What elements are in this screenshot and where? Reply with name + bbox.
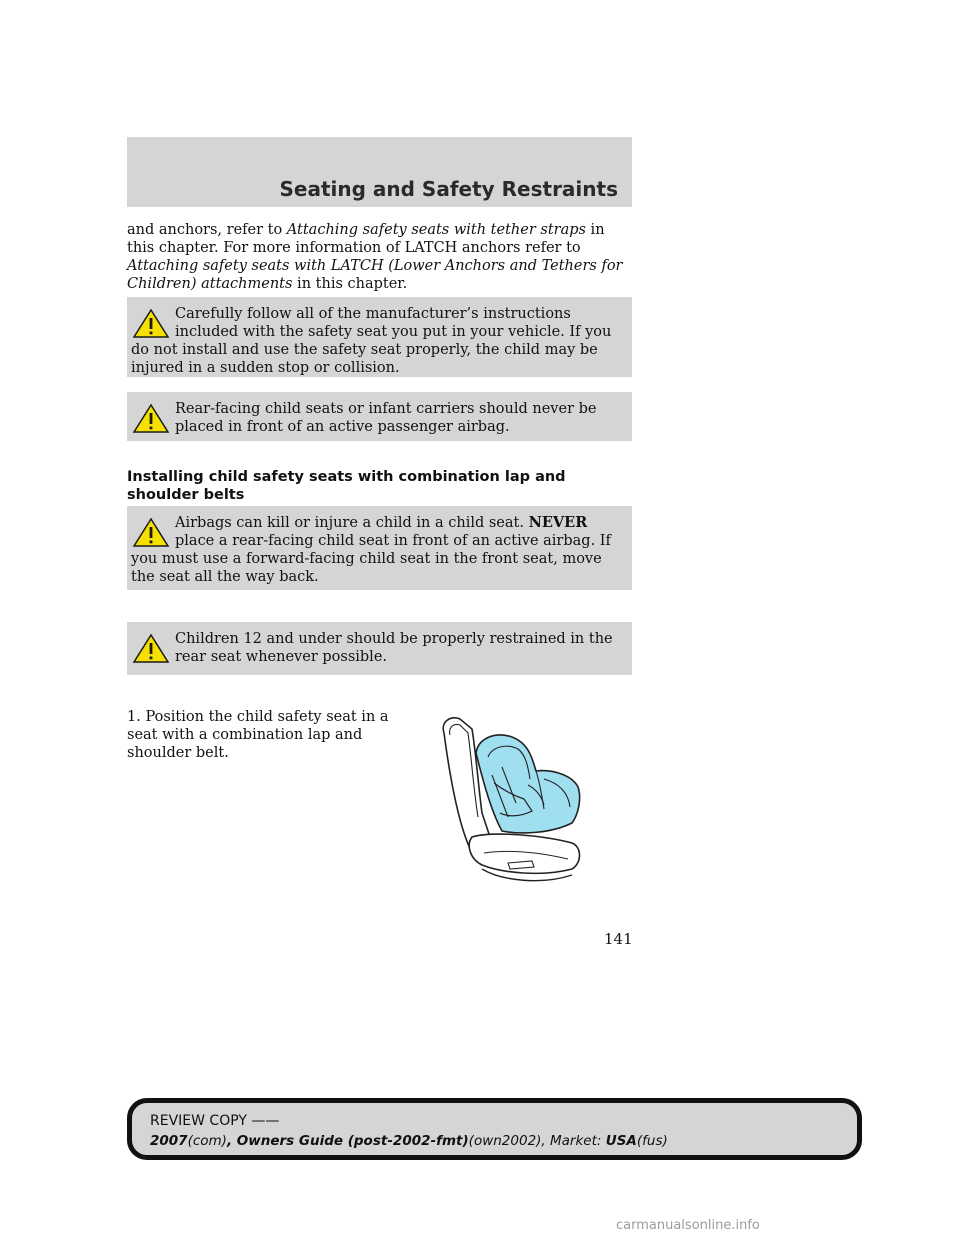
intro-link-latch: Attaching safety seats with LATCH (Lower Anchors and Tethers for Children) attachments xyxy=(127,258,623,292)
warning-triangle-icon xyxy=(131,632,171,664)
footer-document-info xyxy=(150,1133,668,1149)
intro-paragraph xyxy=(127,221,632,293)
warning-text-rear-facing: Rear-facing child seats or infant carriers should never be placed in front of an active passenger airbag. xyxy=(175,401,597,435)
warning-triangle-icon xyxy=(131,516,171,548)
child-seat-illustration xyxy=(432,713,592,893)
footer-market-label: , Market: xyxy=(541,1133,606,1149)
warning-text-airbags-2: place a rear-facing child seat in front of an active airbag. If you must use a forward-facing child seat in the front seat, move the seat all the way back. xyxy=(131,533,611,585)
site-watermark: carmanualsonline.info xyxy=(616,1218,760,1233)
footer-fus: (fus) xyxy=(636,1133,668,1149)
warning-triangle-icon xyxy=(131,402,171,434)
warning-box-instructions xyxy=(127,297,632,377)
page-header-title: Seating and Safety Restraints xyxy=(279,177,618,201)
step-1-text: 1. Position the child safety seat in a seat with a combination lap and shoulder belt. xyxy=(127,709,389,761)
warning-text-airbags-1: Airbags can kill or injure a child in a child seat. xyxy=(175,515,529,531)
warning-text-children: Children 12 and under should be properly restrained in the rear seat whenever possible. xyxy=(175,631,613,665)
warning-text-instructions: Carefully follow all of the manufacturer’s instructions included with the safety seat you put in your vehicle. If you do not install and use the safety seat properly, the child may be injured in a sudden stop or collision. xyxy=(131,306,612,376)
warning-box-rear-facing xyxy=(127,392,632,441)
intro-text-3: in this chapter. xyxy=(292,276,408,292)
intro-text-1: and anchors, refer to xyxy=(127,222,287,238)
page-number: 141 xyxy=(604,930,633,948)
footer-review-copy: REVIEW COPY —— xyxy=(150,1113,280,1129)
intro-text-2: in this chapter. For more information of LATCH anchors refer to xyxy=(127,222,605,256)
section-subheading: Installing child safety seats with combination lap and shoulder belts xyxy=(127,469,566,503)
warning-box-children xyxy=(127,622,632,675)
header-band xyxy=(127,137,632,207)
warning-box-airbags xyxy=(127,506,632,590)
footer-own: (own2002) xyxy=(468,1133,542,1149)
review-copy-footer xyxy=(127,1098,862,1160)
footer-com: (com) xyxy=(187,1133,227,1149)
footer-guide: , Owners Guide (post-2002-fmt) xyxy=(226,1133,469,1149)
warning-triangle-icon xyxy=(131,307,171,339)
footer-year: 2007 xyxy=(150,1133,188,1149)
footer-market: USA xyxy=(605,1133,637,1149)
intro-link-tether: Attaching safety seats with tether straps xyxy=(286,222,586,238)
warning-text-never: NEVER xyxy=(528,514,588,531)
